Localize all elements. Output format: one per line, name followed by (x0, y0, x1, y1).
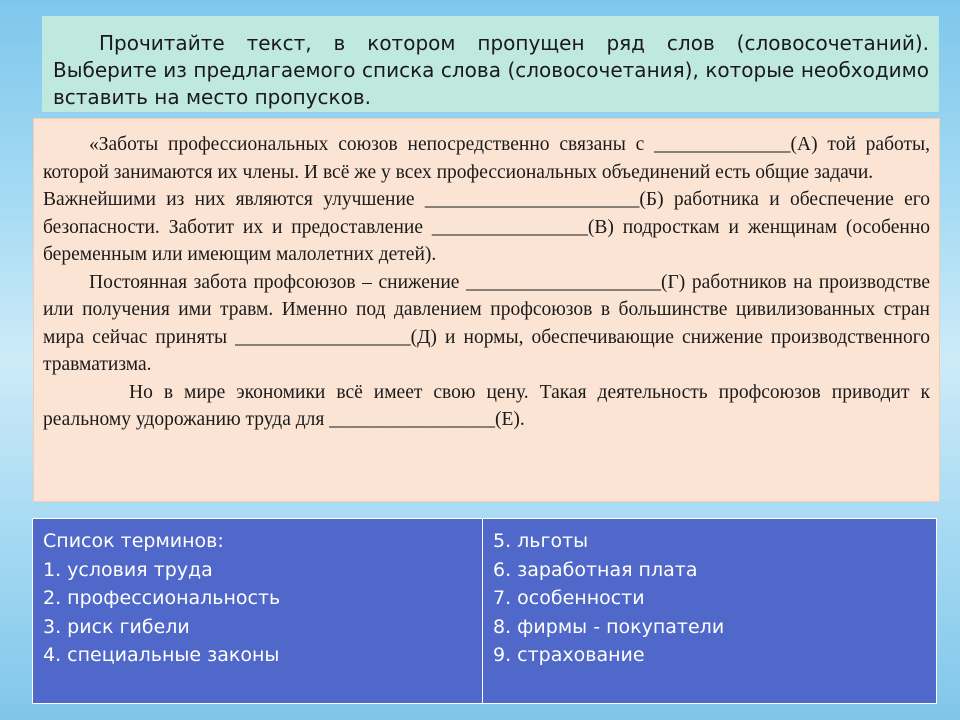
term-item: 6. заработная плата (493, 558, 698, 581)
term-item: 2. профессиональность (43, 587, 281, 609)
terms-column-left (33, 519, 483, 703)
terms-column-right (483, 519, 936, 703)
terms-table (32, 518, 937, 704)
passage-paragraph-1: «Заботы профессиональных союзов непосредственно связаны с ______________(А) той работы, которой занимаются их члены. И всё же у всех профессиональных объединений есть общие задачи. (43, 134, 930, 183)
passage-paragraph-2: Важнейшими из них являются улучшение ______________________(Б) работника и обеспечение его безопасности. Заботит их и предоставление ________________(В) подросткам и женщинам (особенно беременным или имеющим малолетних детей). (43, 189, 930, 265)
term-item: 8. фирмы - покупатели (493, 615, 725, 638)
term-item: 9. страхование (493, 644, 645, 666)
term-item: 7. особенности (493, 587, 645, 609)
passage-box (33, 118, 940, 502)
terms-header: Список терминов: (43, 530, 224, 552)
term-item: 4. специальные законы (43, 644, 280, 666)
term-item: 5. льготы (493, 530, 589, 552)
passage-paragraph-3: Постоянная забота профсоюзов – снижение ____________________(Г) работников на производстве или получения ими травм. Именно под давлением профсоюзов в большинстве цивилизованных стран мира сейчас приняты __________________(Д) и нормы, обеспечивающие снижение производственного травматизма. (43, 271, 930, 375)
instruction-text: Прочитайте текст, в котором пропущен ряд слов (словосочетаний). Выберите из предлагаемого списка слова (словосочетания), которые необходимо вставить на место пропусков. (53, 31, 929, 109)
passage-paragraph-4: Но в мире экономики всё имеет свою цену. Такая деятельность профсоюзов приводит к реальному удорожанию труда для _________________(Е). (43, 381, 930, 430)
term-item: 3. риск гибели (43, 615, 190, 638)
instruction-box (42, 16, 939, 112)
term-item: 1. условия труда (43, 558, 213, 581)
